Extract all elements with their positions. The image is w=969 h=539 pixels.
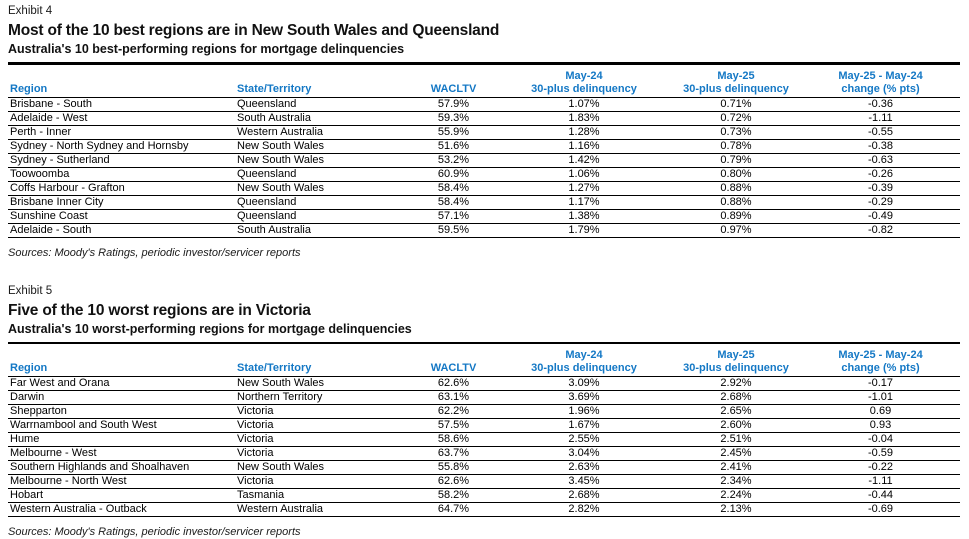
exhibit-title: Most of the 10 best regions are in New South Wales and Queensland <box>8 22 960 39</box>
cell-region: Darwin <box>8 391 235 405</box>
exhibit-title: Five of the 10 worst regions are in Victoria <box>8 302 960 319</box>
table-row <box>8 209 960 223</box>
table-row <box>8 503 960 517</box>
table-row <box>8 111 960 125</box>
col-header-wacltv: WACLTV <box>410 347 497 377</box>
cell-change: 0.69 <box>801 405 960 419</box>
cell-wacltv: 55.9% <box>410 125 497 139</box>
cell-state: Victoria <box>235 447 410 461</box>
table-row <box>8 181 960 195</box>
cell-change: -0.04 <box>801 433 960 447</box>
cell-region: Warrnambool and South West <box>8 419 235 433</box>
cell-wacltv: 59.3% <box>410 111 497 125</box>
cell-may25: 2.24% <box>671 489 801 503</box>
cell-wacltv: 53.2% <box>410 153 497 167</box>
header-row <box>8 347 960 377</box>
cell-change: -1.11 <box>801 111 960 125</box>
cell-wacltv: 63.7% <box>410 447 497 461</box>
cell-change: -0.44 <box>801 489 960 503</box>
table-row <box>8 475 960 489</box>
cell-wacltv: 51.6% <box>410 139 497 153</box>
cell-change: -0.49 <box>801 209 960 223</box>
cell-may25: 2.45% <box>671 447 801 461</box>
table-row <box>8 195 960 209</box>
cell-may25: 2.68% <box>671 391 801 405</box>
col-header-region: Region <box>8 68 235 98</box>
cell-may24: 2.63% <box>497 461 671 475</box>
exhibit-5 <box>8 285 960 539</box>
cell-change: -0.38 <box>801 139 960 153</box>
source-note: Sources: Moody's Ratings, periodic investor/servicer reports <box>8 526 960 539</box>
title-rule <box>8 342 960 345</box>
cell-region: Sydney - North Sydney and Hornsby <box>8 139 235 153</box>
cell-may25: 0.89% <box>671 209 801 223</box>
cell-wacltv: 63.1% <box>410 391 497 405</box>
cell-may24: 1.17% <box>497 195 671 209</box>
cell-may24: 2.55% <box>497 433 671 447</box>
cell-change: -0.26 <box>801 167 960 181</box>
cell-may24: 3.45% <box>497 475 671 489</box>
cell-may24: 1.96% <box>497 405 671 419</box>
col-header-state: State/Territory <box>235 347 410 377</box>
col-header-state: State/Territory <box>235 68 410 98</box>
cell-change: -0.59 <box>801 447 960 461</box>
cell-state: Victoria <box>235 405 410 419</box>
table-row <box>8 153 960 167</box>
cell-may24: 1.83% <box>497 111 671 125</box>
cell-state: New South Wales <box>235 139 410 153</box>
cell-change: -0.55 <box>801 125 960 139</box>
cell-change: -0.36 <box>801 97 960 111</box>
cell-wacltv: 55.8% <box>410 461 497 475</box>
cell-change: -0.69 <box>801 503 960 517</box>
cell-may25: 2.41% <box>671 461 801 475</box>
cell-may25: 0.88% <box>671 181 801 195</box>
cell-change: 0.93 <box>801 419 960 433</box>
table-row <box>8 377 960 391</box>
cell-may25: 0.88% <box>671 195 801 209</box>
cell-wacltv: 62.6% <box>410 475 497 489</box>
table-row <box>8 167 960 181</box>
table-row <box>8 489 960 503</box>
cell-region: Brisbane Inner City <box>8 195 235 209</box>
table-row <box>8 139 960 153</box>
table-row <box>8 223 960 237</box>
cell-region: Shepparton <box>8 405 235 419</box>
cell-state: Victoria <box>235 419 410 433</box>
cell-region: Adelaide - South <box>8 223 235 237</box>
cell-region: Far West and Orana <box>8 377 235 391</box>
exhibit-subtitle: Australia's 10 best-performing regions for mortgage delinquencies <box>8 42 960 56</box>
table-row <box>8 125 960 139</box>
cell-may24: 3.09% <box>497 377 671 391</box>
cell-may25: 2.65% <box>671 405 801 419</box>
col-header-may25: May-25 30-plus delinquency <box>671 68 801 98</box>
cell-may24: 2.68% <box>497 489 671 503</box>
col-header-may24: May-24 30-plus delinquency <box>497 347 671 377</box>
cell-may24: 3.69% <box>497 391 671 405</box>
cell-state: Queensland <box>235 195 410 209</box>
cell-may24: 1.67% <box>497 419 671 433</box>
col-header-wacltv: WACLTV <box>410 68 497 98</box>
cell-may25: 0.73% <box>671 125 801 139</box>
cell-may25: 2.34% <box>671 475 801 489</box>
cell-may24: 1.28% <box>497 125 671 139</box>
cell-change: -0.17 <box>801 377 960 391</box>
cell-may25: 2.51% <box>671 433 801 447</box>
table-row <box>8 433 960 447</box>
table-row <box>8 391 960 405</box>
cell-region: Brisbane - South <box>8 97 235 111</box>
cell-change: -1.11 <box>801 475 960 489</box>
cell-change: -0.63 <box>801 153 960 167</box>
exhibit-label: Exhibit 4 <box>8 5 960 18</box>
col-header-change: May-25 - May-24 change (% pts) <box>801 68 960 98</box>
cell-region: Adelaide - West <box>8 111 235 125</box>
cell-region: Sunshine Coast <box>8 209 235 223</box>
cell-state: New South Wales <box>235 181 410 195</box>
cell-wacltv: 59.5% <box>410 223 497 237</box>
cell-wacltv: 57.1% <box>410 209 497 223</box>
cell-region: Southern Highlands and Shoalhaven <box>8 461 235 475</box>
header-row <box>8 68 960 98</box>
exhibit-subtitle: Australia's 10 worst-performing regions for mortgage delinquencies <box>8 322 960 336</box>
cell-state: Queensland <box>235 209 410 223</box>
cell-region: Western Australia - Outback <box>8 503 235 517</box>
cell-may24: 1.07% <box>497 97 671 111</box>
cell-may24: 1.16% <box>497 139 671 153</box>
cell-state: South Australia <box>235 223 410 237</box>
cell-region: Sydney - Sutherland <box>8 153 235 167</box>
cell-wacltv: 62.6% <box>410 377 497 391</box>
table-row <box>8 97 960 111</box>
table-row <box>8 419 960 433</box>
source-note: Sources: Moody's Ratings, periodic investor/servicer reports <box>8 247 960 260</box>
cell-wacltv: 62.2% <box>410 405 497 419</box>
cell-region: Perth - Inner <box>8 125 235 139</box>
cell-may25: 2.60% <box>671 419 801 433</box>
cell-may25: 0.97% <box>671 223 801 237</box>
col-header-may25: May-25 30-plus delinquency <box>671 347 801 377</box>
cell-region: Coffs Harbour - Grafton <box>8 181 235 195</box>
cell-region: Hobart <box>8 489 235 503</box>
cell-wacltv: 58.4% <box>410 181 497 195</box>
cell-state: Victoria <box>235 433 410 447</box>
cell-change: -0.39 <box>801 181 960 195</box>
cell-state: Northern Territory <box>235 391 410 405</box>
cell-state: New South Wales <box>235 153 410 167</box>
cell-may25: 0.72% <box>671 111 801 125</box>
table-row <box>8 405 960 419</box>
cell-wacltv: 58.4% <box>410 195 497 209</box>
col-header-change: May-25 - May-24 change (% pts) <box>801 347 960 377</box>
title-rule <box>8 62 960 65</box>
col-header-region: Region <box>8 347 235 377</box>
col-header-may24: May-24 30-plus delinquency <box>497 68 671 98</box>
cell-may25: 2.92% <box>671 377 801 391</box>
cell-may24: 3.04% <box>497 447 671 461</box>
cell-may25: 2.13% <box>671 503 801 517</box>
cell-state: Queensland <box>235 167 410 181</box>
table-row <box>8 447 960 461</box>
cell-may24: 1.27% <box>497 181 671 195</box>
cell-may24: 1.38% <box>497 209 671 223</box>
cell-wacltv: 64.7% <box>410 503 497 517</box>
cell-may24: 1.42% <box>497 153 671 167</box>
cell-may24: 2.82% <box>497 503 671 517</box>
cell-state: Victoria <box>235 475 410 489</box>
cell-region: Melbourne - North West <box>8 475 235 489</box>
cell-state: Queensland <box>235 97 410 111</box>
cell-state: New South Wales <box>235 461 410 475</box>
cell-change: -0.82 <box>801 223 960 237</box>
cell-wacltv: 58.6% <box>410 433 497 447</box>
cell-may24: 1.79% <box>497 223 671 237</box>
best-regions-table <box>8 68 960 238</box>
cell-state: New South Wales <box>235 377 410 391</box>
exhibit-4 <box>8 5 960 260</box>
cell-region: Toowoomba <box>8 167 235 181</box>
cell-wacltv: 58.2% <box>410 489 497 503</box>
cell-region: Melbourne - West <box>8 447 235 461</box>
cell-may25: 0.80% <box>671 167 801 181</box>
cell-region: Hume <box>8 433 235 447</box>
cell-wacltv: 57.5% <box>410 419 497 433</box>
cell-wacltv: 60.9% <box>410 167 497 181</box>
table-row <box>8 461 960 475</box>
cell-change: -1.01 <box>801 391 960 405</box>
cell-may25: 0.78% <box>671 139 801 153</box>
cell-may25: 0.79% <box>671 153 801 167</box>
cell-change: -0.29 <box>801 195 960 209</box>
cell-state: Western Australia <box>235 503 410 517</box>
exhibit-label: Exhibit 5 <box>8 285 960 298</box>
cell-state: Tasmania <box>235 489 410 503</box>
worst-regions-table <box>8 347 960 517</box>
cell-change: -0.22 <box>801 461 960 475</box>
cell-state: South Australia <box>235 111 410 125</box>
cell-may25: 0.71% <box>671 97 801 111</box>
cell-wacltv: 57.9% <box>410 97 497 111</box>
cell-state: Western Australia <box>235 125 410 139</box>
cell-may24: 1.06% <box>497 167 671 181</box>
